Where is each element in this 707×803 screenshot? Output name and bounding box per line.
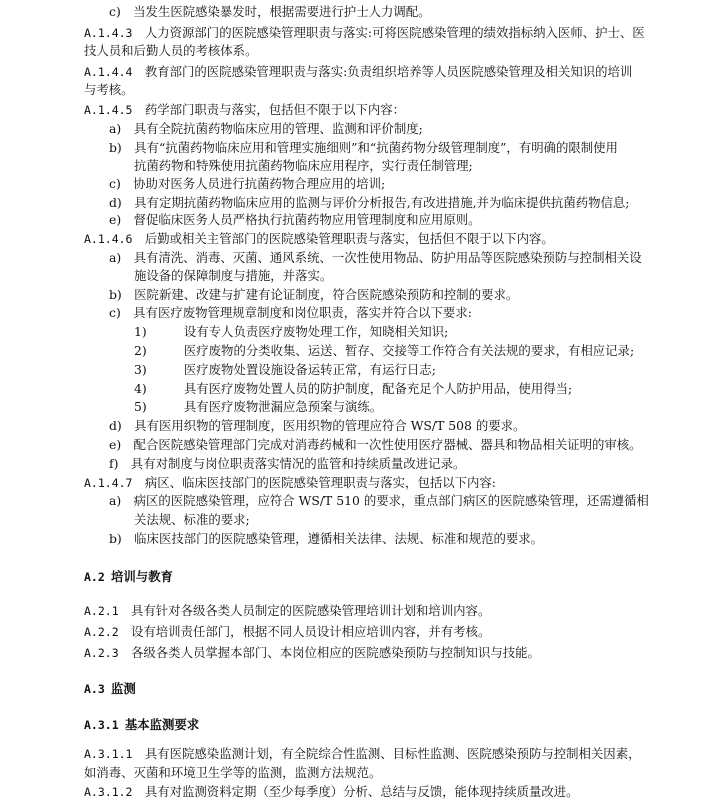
text-line: [109, 4, 431, 20]
section-heading: [84, 681, 136, 697]
line-text: 与考核。: [84, 82, 134, 97]
text-line: [84, 765, 381, 781]
line-text: 抗菌药物和特殊使用抗菌药物临床应用程序，实行责任制管理;: [134, 158, 473, 173]
line-text: 培训与教育: [110, 569, 173, 584]
line-text: a) 病区的医院感染管理，应符合 WS/T 510 的要求，重点部门病区的医院感染管理，还需遵循相: [109, 493, 649, 508]
line-text: 具有针对各级各类人员制定的医院感染管理培训计划和培训内容。: [131, 603, 491, 618]
clause-number: A.3.1: [84, 718, 119, 732]
line-text: 病区、临床医技部门的医院感染管理职责与落实，包括以下内容:: [144, 475, 496, 490]
text-line: [109, 418, 525, 434]
text-line: [109, 493, 649, 509]
text-line: [109, 140, 618, 156]
line-text: d) 具有定期抗菌药物临床应用的监测与评价分析报告,有改进措施,并为临床提供抗菌药物信息;: [109, 195, 630, 210]
text-line: [84, 645, 540, 661]
text-line: [84, 624, 490, 640]
line-text: 具有对监测资料定期（至少每季度）分析、总结与反馈，能体现持续质量改进。: [144, 784, 579, 799]
line-text: e) 配合医院感染管理部门完成对消毒药械和一次性使用医疗器械、器具和物品相关证明的审核。: [109, 437, 642, 452]
clause-number: A.2.1: [84, 604, 119, 618]
line-text: 设有培训责任部门，根据不同人员设计相应培训内容，并有考核。: [131, 624, 491, 639]
clause-number: A.2.2: [84, 625, 119, 639]
line-text: b) 临床医技部门的医院感染管理，遵循相关法律、法规、标准和规范的要求。: [109, 531, 544, 546]
text-line: [134, 343, 634, 359]
clause-number: A.1.4.3: [84, 26, 133, 40]
clause-number: A.1.4.4: [84, 65, 133, 79]
clause-number: A.3: [84, 682, 105, 696]
text-line: [84, 25, 645, 41]
clause-number: A.2: [84, 570, 105, 584]
text-line: [84, 784, 579, 800]
line-text: e) 督促临床医务人员严格执行抗菌药物应用管理制度和应用原则。: [109, 212, 481, 227]
text-line: [109, 531, 543, 547]
line-text: 技人员和后勤人员的考核体系。: [84, 43, 258, 58]
line-text: 2) 医疗废物的分类收集、运送、暂存、交接等工作符合有关法规的要求，有相应记录;: [134, 343, 635, 358]
line-text: 后勤或相关主管部门的医院感染管理职责与落实，包括但不限于以下内容。: [144, 231, 554, 246]
line-text: 药学部门职责与落实，包括但不限于以下内容：: [144, 102, 406, 117]
text-line: [134, 381, 572, 397]
line-text: a) 具有清洗、消毒、灭菌、通风系统、一次性使用物品、防护用品等医院感染预防与控制相关设: [109, 250, 642, 265]
line-text: 关法规、标准的要求;: [134, 512, 250, 527]
section-heading: [84, 569, 173, 585]
text-line: [109, 305, 472, 321]
text-line: [84, 82, 134, 98]
line-text: b) 具有“抗菌药物临床应用和管理实施细则”和“抗菌药物分级管理制度”，有明确的限制使用: [109, 140, 618, 155]
text-line: [134, 362, 436, 378]
line-text: a) 具有全院抗菌药物临床应用的管理、监测和评价制度;: [109, 121, 423, 136]
line-text: c) 协助对医务人员进行抗菌药物合理应用的培训;: [109, 176, 386, 191]
line-text: 3) 医疗废物处置设施设备运转正常，有运行日志;: [134, 362, 436, 377]
line-text: 监测: [110, 681, 136, 696]
clause-number: A.1.4.7: [84, 476, 133, 490]
text-line: [134, 158, 473, 174]
section-heading: [84, 717, 199, 733]
line-text: f) 具有对制度与岗位职责落实情况的监管和持续质量改进记录。: [109, 456, 466, 471]
text-line: [109, 212, 481, 228]
text-line: [134, 268, 332, 284]
line-text: 各级各类人员掌握本部门、本岗位相应的医院感染预防与控制知识与技能。: [131, 645, 540, 660]
text-line: [84, 231, 554, 247]
text-line: [84, 102, 405, 118]
line-text: 5) 具有医疗废物泄漏应急预案与演练。: [134, 399, 383, 414]
line-text: c) 具有医疗废物管理规章制度和岗位职责，落实并符合以下要求:: [109, 305, 472, 320]
text-line: [109, 195, 629, 211]
line-text: d) 具有医用织物的管理制度，医用织物的管理应符合 WS/T 508 的要求。: [109, 418, 526, 433]
text-line: [109, 287, 518, 303]
text-line: [134, 512, 250, 528]
line-text: 人力资源部门的医院感染管理职责与落实:可将医院感染管理的绩效指标纳入医师、护士、医: [144, 25, 645, 40]
line-text: c) 当发生医院感染暴发时，根据需要进行护士人力调配。: [109, 4, 431, 19]
clause-number: A.3.1.2: [84, 785, 133, 799]
clause-number: A.2.3: [84, 646, 119, 660]
text-line: [109, 437, 642, 453]
clause-number: A.1.4.5: [84, 103, 133, 117]
line-text: 4) 具有医疗废物处置人员的防护制度，配备充足个人防护用品，使用得当;: [134, 381, 573, 396]
line-text: 教育部门的医院感染管理职责与落实:负责组织培养等人员医院感染管理及相关知识的培训: [144, 64, 633, 79]
text-line: [109, 456, 465, 472]
text-line: [109, 121, 423, 137]
text-line: [84, 475, 496, 491]
text-line: [134, 399, 382, 415]
clause-number: A.1.4.6: [84, 232, 133, 246]
line-text: 如消毒、灭菌和环境卫生学等的监测，监测方法规范。: [84, 765, 382, 780]
clause-number: A.3.1.1: [84, 747, 133, 761]
text-line: [134, 324, 448, 340]
line-text: 施设备的保障制度与措施，并落实。: [134, 268, 333, 283]
line-text: b) 医院新建、改建与扩建有论证制度，符合医院感染预防和控制的要求。: [109, 287, 519, 302]
line-text: 1) 设有专人负责医疗废物处理工作，知晓相关知识;: [134, 324, 449, 339]
line-text: 基本监测要求: [124, 717, 200, 732]
text-line: [84, 43, 257, 59]
line-text: 具有医院感染监测计划，有全院综合性监测、目标性监测、医院感染预防与控制相关因素，: [144, 746, 641, 761]
text-line: [109, 250, 642, 266]
text-line: [109, 176, 385, 192]
text-line: [84, 746, 640, 762]
text-line: [84, 603, 490, 619]
text-line: [84, 64, 632, 80]
